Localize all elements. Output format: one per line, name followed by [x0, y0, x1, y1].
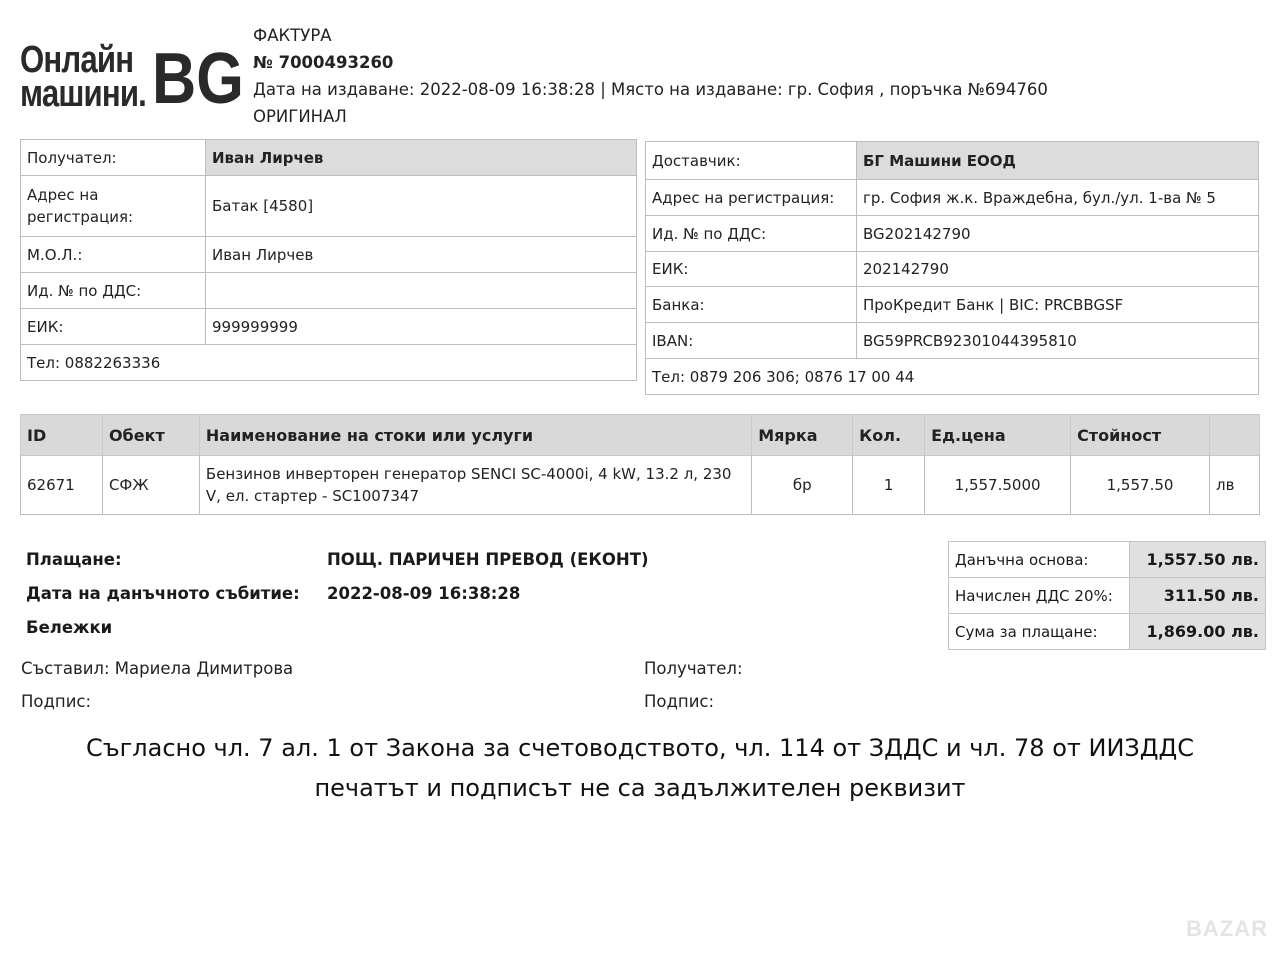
logo-suffix: BG — [152, 39, 244, 119]
supplier-address-label: Адрес на регистрация: — [646, 180, 857, 216]
recipient-vat-label: Ид. № по ДДС: — [21, 273, 206, 309]
item-currency: лв — [1209, 456, 1259, 515]
supplier-iban-label: IBAN: — [646, 323, 857, 359]
watermark: BAZAR — [1186, 916, 1268, 941]
tax-event-label: Дата на данъчното събитие: — [26, 584, 300, 603]
logo-line1: Онлайн — [20, 39, 134, 81]
col-header-currency — [1209, 415, 1259, 456]
vat-label: Начислен ДДС 20%: — [949, 578, 1130, 614]
document-type: ФАКТУРА — [253, 26, 332, 45]
table-row — [21, 456, 1260, 515]
company-logo — [20, 39, 244, 119]
item-object: СФЖ — [102, 456, 199, 515]
tax-base-value: 1,557.50 лв. — [1130, 542, 1266, 578]
supplier-eik: 202142790 — [857, 252, 1259, 287]
col-header-qty: Кол. — [853, 415, 925, 456]
supplier-name: БГ Машини ЕООД — [857, 142, 1259, 180]
legal-note-line1: Съгласно чл. 7 ал. 1 от Закона за счетоводството, чл. 114 от ЗДДС и чл. 78 от ИИЗДДС — [85, 734, 1195, 762]
issue-info: Дата на издаване: 2022-08-09 16:38:28 | Място на издаване: гр. София , поръчка №694760 — [253, 80, 1048, 99]
total-label: Сума за плащане: — [949, 614, 1130, 650]
supplier-bank-label: Банка: — [646, 287, 857, 323]
notes-label: Бележки — [26, 618, 113, 637]
logo-line2: машини. — [20, 73, 146, 115]
item-unit: бр — [752, 456, 853, 515]
supplier-address: гр. София ж.к. Враждебна, бул./ул. 1-ва № 5 — [857, 180, 1259, 216]
receiver-label: Получател: — [644, 659, 743, 678]
supplier-label: Доставчик: — [646, 142, 857, 180]
vat-value: 311.50 лв. — [1130, 578, 1266, 614]
recipient-label: Получател: — [21, 140, 206, 176]
col-header-value: Стойност — [1071, 415, 1210, 456]
col-header-unit: Мярка — [752, 415, 853, 456]
items-table — [20, 414, 1260, 515]
col-header-unit-price: Ед.цена — [925, 415, 1071, 456]
item-unit-price: 1,557.5000 — [925, 456, 1071, 515]
signature-right: Подпис: — [644, 692, 715, 711]
legal-note-line2: печатът и подписът не са задължителен реквизит — [314, 774, 966, 802]
recipient-eik: 999999999 — [206, 309, 637, 345]
item-qty: 1 — [853, 456, 925, 515]
copy-type: ОРИГИНАЛ — [253, 107, 347, 126]
supplier-iban: BG59PRCB92301044395810 — [857, 323, 1259, 359]
recipient-eik-label: ЕИК: — [21, 309, 206, 345]
supplier-bank: ПроКредит Банк | BIC: PRCBBGSF — [857, 287, 1259, 323]
total-value: 1,869.00 лв. — [1130, 614, 1266, 650]
signature-left: Подпис: — [21, 692, 92, 711]
tax-event-date: 2022-08-09 16:38:28 — [327, 584, 521, 603]
supplier-table — [645, 141, 1259, 395]
item-name: Бензинов инверторен генератор SENCI SC-4000i, 4 kW, 13.2 л, 230 V, ел. стартер - SC1007347 — [199, 456, 751, 515]
recipient-address-label: Адрес на регистрация: — [21, 176, 206, 237]
totals-table — [948, 541, 1266, 650]
payment-method-label: Плащане: — [26, 550, 122, 569]
item-value: 1,557.50 — [1071, 456, 1210, 515]
tax-base-label: Данъчна основа: — [949, 542, 1130, 578]
recipient-name: Иван Лирчев — [206, 140, 637, 176]
recipient-vat — [206, 273, 637, 309]
recipient-table — [20, 139, 637, 381]
supplier-vat: BG202142790 — [857, 216, 1259, 252]
col-header-object: Обект — [102, 415, 199, 456]
item-id: 62671 — [21, 456, 103, 515]
recipient-phone: Тел: 0882263336 — [21, 345, 637, 381]
invoice-number: № 7000493260 — [253, 53, 394, 72]
payment-method: ПОЩ. ПАРИЧЕН ПРЕВОД (ЕКОНТ) — [327, 550, 649, 569]
recipient-mol-label: М.О.Л.: — [21, 237, 206, 273]
supplier-eik-label: ЕИК: — [646, 252, 857, 287]
col-header-id: ID — [21, 415, 103, 456]
supplier-phone: Тел: 0879 206 306; 0876 17 00 44 — [646, 359, 1259, 395]
recipient-mol: Иван Лирчев — [206, 237, 637, 273]
col-header-name: Наименование на стоки или услуги — [199, 415, 751, 456]
author: Съставил: Мариела Димитрова — [21, 659, 294, 678]
supplier-vat-label: Ид. № по ДДС: — [646, 216, 857, 252]
recipient-address: Батак [4580] — [206, 176, 637, 237]
items-header-row — [21, 415, 1260, 456]
